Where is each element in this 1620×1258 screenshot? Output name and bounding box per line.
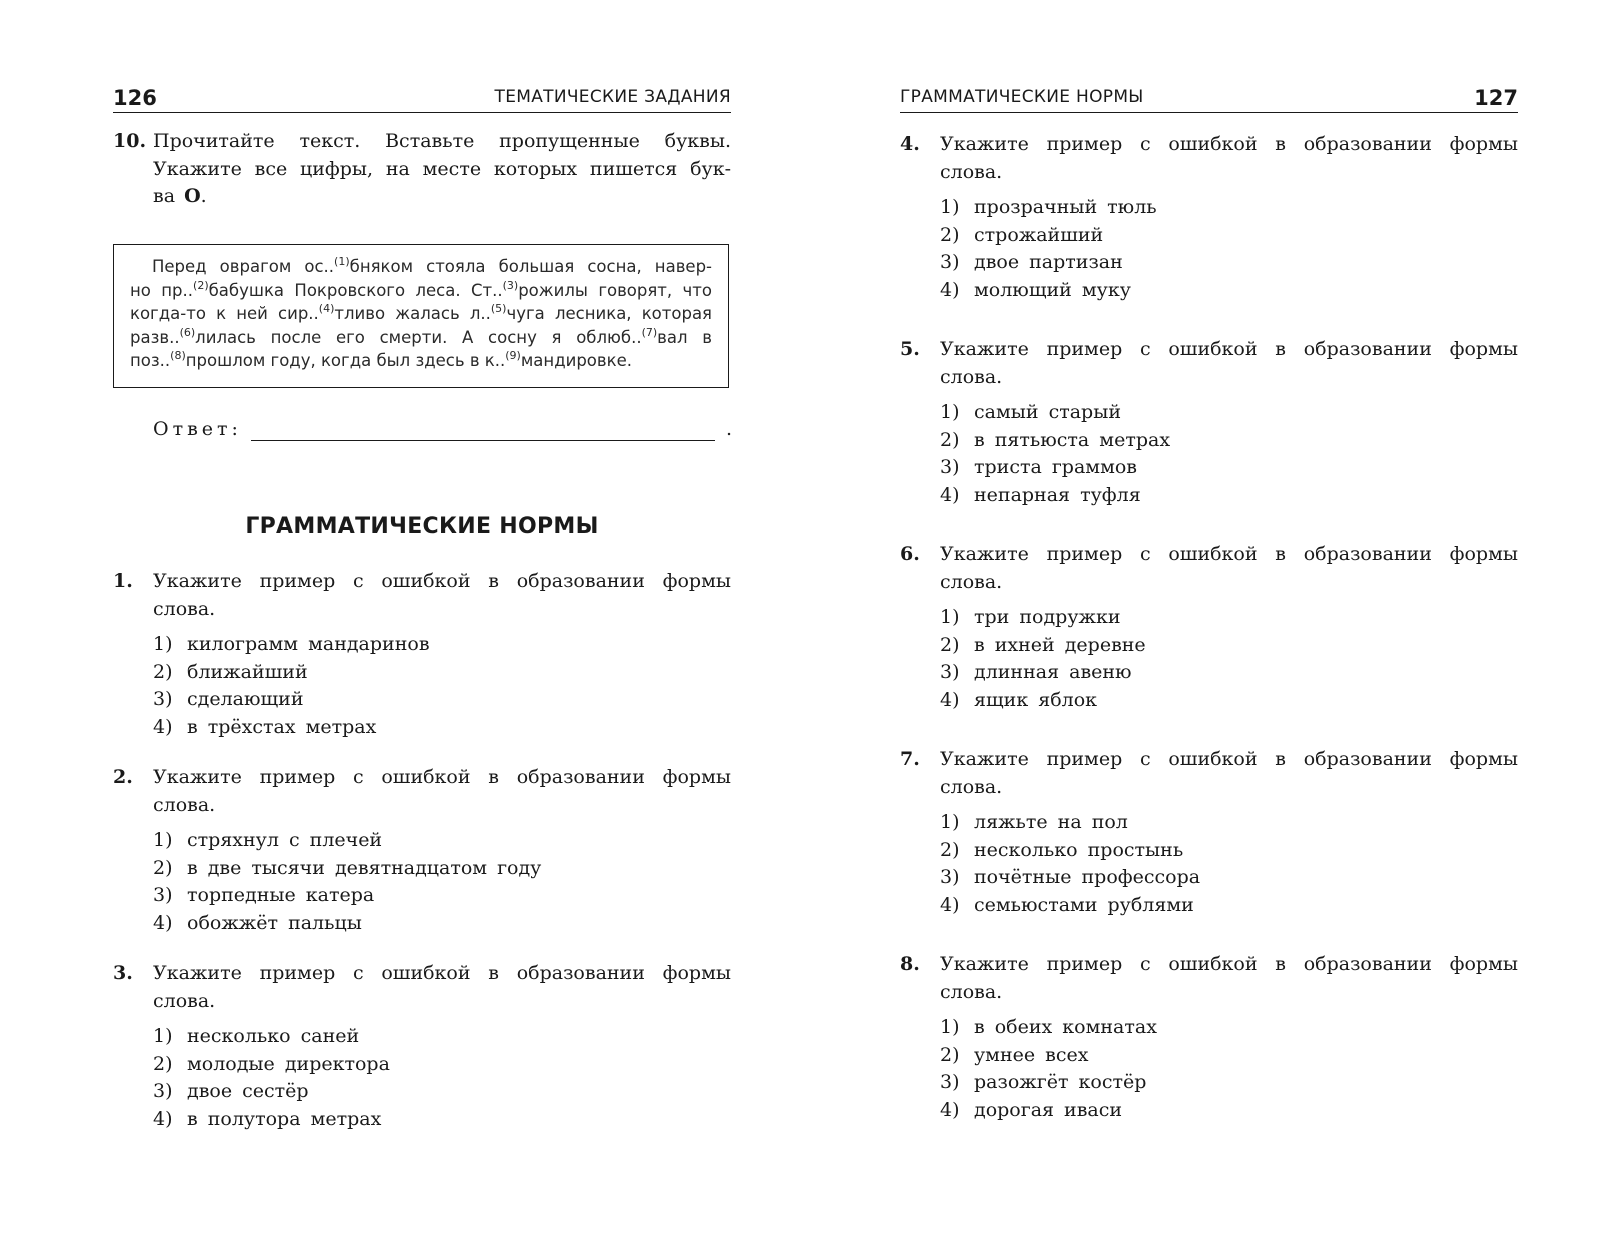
task-7 — [900, 746, 1518, 938]
question-line: слова. — [940, 570, 1003, 593]
running-head — [113, 84, 731, 113]
task-question — [153, 764, 731, 819]
answer-options — [940, 399, 1518, 509]
question-line: Укажите пример с ошибкой в образовании формы — [940, 953, 1518, 975]
option-1[interactable]: 1) килограмм мандаринов — [153, 633, 430, 655]
task-question — [940, 131, 1518, 186]
option-3[interactable]: 3) триста граммов — [940, 456, 1137, 478]
option-4[interactable]: 4) молющий муку — [940, 278, 1131, 301]
answer-options — [940, 604, 1518, 714]
option-4[interactable]: 4) непарная туфля — [940, 483, 1141, 506]
passage-line: но пр..$^{(2)}$бабушка Покровского леса. Ст..$^{(3)}$рожилы говорят, что — [130, 278, 713, 300]
section-title: ГРАММАТИЧЕСКИЕ НОРМЫ — [245, 514, 599, 539]
option-4[interactable]: 4) ящик яблок — [940, 688, 1098, 711]
instruction-line: Прочитайте текст. Вставьте пропущенные буквы. — [153, 130, 731, 152]
task-number: 10. — [113, 130, 147, 152]
passage-line: поз..$^{(8)}$прошлом году, когда был здесь в к..$^{(9)}$мандировке. — [130, 349, 632, 370]
option-3[interactable]: 3) длинная авеню — [940, 661, 1132, 683]
option-1[interactable]: 1) ляжьте на пол — [940, 811, 1128, 833]
question-line: слова. — [153, 793, 216, 816]
task-5 — [900, 336, 1518, 528]
answer-options — [153, 1023, 731, 1133]
answer-label: Ответ: — [153, 418, 242, 440]
bold-letter: О — [184, 185, 201, 207]
running-head — [900, 84, 1518, 113]
passage-line: когда-то к ней сир..$^{(4)}$тливо жалась л..$^{(5)}$чуга лесника, которая — [130, 302, 712, 323]
task-3 — [113, 960, 731, 1152]
option-1[interactable]: 1) три подружки — [940, 606, 1121, 628]
task-4 — [900, 131, 1518, 323]
option-4[interactable]: 4) дорогая иваси — [940, 1098, 1123, 1121]
answer-field[interactable] — [251, 440, 715, 441]
running-head-title: ТЕМАТИЧЕСКИЕ ЗАДАНИЯ — [494, 87, 731, 107]
question-line: Укажите пример с ошибкой в образовании формы — [153, 570, 731, 592]
answer-end-dot: . — [726, 418, 733, 440]
task-instruction — [153, 128, 731, 211]
option-3[interactable]: 3) торпедные катера — [153, 884, 375, 906]
question-line: Укажите пример с ошибкой в образовании формы — [153, 962, 731, 984]
running-head-title: ГРАММАТИЧЕСКИЕ НОРМЫ — [900, 87, 1144, 107]
answer-options — [940, 194, 1518, 304]
task-number: 1. — [113, 570, 133, 592]
option-4[interactable]: 4) в полутора метрах — [153, 1107, 382, 1130]
task-question — [153, 960, 731, 1015]
question-line: Укажите пример с ошибкой в образовании формы — [940, 543, 1518, 565]
task-number: 8. — [900, 953, 920, 975]
option-3[interactable]: 3) двое сестёр — [153, 1080, 309, 1102]
task-6 — [900, 541, 1518, 733]
task-question — [153, 568, 731, 623]
answer-row — [153, 418, 733, 448]
task-8 — [900, 951, 1518, 1143]
option-1[interactable]: 1) несколько саней — [153, 1025, 360, 1047]
task-number: 3. — [113, 962, 133, 984]
passage-line: Перед оврагом ос..$^{(1)}$бняком стояла большая сосна, навер- — [152, 255, 713, 276]
passage-line: разв..$^{(6)}$лилась после его смерти. А сосну я облюб..$^{(7)}$вал в — [130, 325, 712, 347]
option-3[interactable]: 3) разожгёт костёр — [940, 1071, 1147, 1093]
task-2 — [113, 764, 731, 956]
option-1[interactable]: 1) самый старый — [940, 401, 1122, 423]
question-line: слова. — [153, 989, 216, 1012]
question-line: Укажите пример с ошибкой в образовании формы — [153, 766, 731, 788]
task-number: 2. — [113, 766, 133, 788]
task-question — [940, 951, 1518, 1006]
answer-options — [153, 631, 731, 741]
question-line: Укажите пример с ошибкой в образовании формы — [940, 338, 1518, 360]
task-number: 6. — [900, 543, 920, 565]
question-line: слова. — [940, 775, 1003, 798]
option-2[interactable]: 2) в две тысячи девятнадцатом году — [153, 856, 542, 879]
task-number: 7. — [900, 748, 920, 770]
option-3[interactable]: 3) сделающий — [153, 688, 304, 710]
page-number: 126 — [113, 86, 157, 110]
task-question — [940, 746, 1518, 801]
option-2[interactable]: 2) строжайший — [940, 223, 1104, 246]
option-2[interactable]: 2) умнее всех — [940, 1043, 1089, 1066]
question-line: Укажите пример с ошибкой в образовании формы — [940, 133, 1518, 155]
question-line: слова. — [940, 365, 1003, 388]
question-line: Укажите пример с ошибкой в образовании формы — [940, 748, 1518, 770]
answer-options — [940, 1014, 1518, 1124]
option-4[interactable]: 4) обожжёт пальцы — [153, 911, 362, 934]
option-3[interactable]: 3) двое партизан — [940, 251, 1123, 273]
answer-options — [153, 827, 731, 937]
option-2[interactable]: 2) несколько простынь — [940, 838, 1184, 861]
option-2[interactable]: 2) молодые директора — [153, 1052, 390, 1075]
instruction-end: . — [200, 185, 207, 207]
instruction-line — [153, 183, 731, 211]
task-question — [940, 541, 1518, 596]
task-question — [940, 336, 1518, 391]
option-4[interactable]: 4) семьюстами рублями — [940, 893, 1194, 916]
instruction-text: ва — [153, 185, 185, 207]
task-1 — [113, 568, 731, 760]
question-line: слова. — [940, 980, 1003, 1003]
task-10 — [113, 128, 731, 211]
page-number: 127 — [1474, 86, 1518, 110]
option-2[interactable]: 2) ближайший — [153, 660, 308, 683]
instruction-line: Укажите все цифры, на месте которых пишется бук- — [153, 157, 731, 180]
task-number: 4. — [900, 133, 920, 155]
answer-options — [940, 809, 1518, 919]
option-3[interactable]: 3) почётные профессора — [940, 866, 1201, 888]
reading-passage-box — [113, 244, 729, 388]
option-2[interactable]: 2) в ихней деревне — [940, 633, 1146, 656]
option-1[interactable]: 1) прозрачный тюль — [940, 196, 1157, 218]
question-line: слова. — [153, 597, 216, 620]
option-2[interactable]: 2) в пятьюста метрах — [940, 428, 1171, 451]
task-number: 5. — [900, 338, 920, 360]
option-1[interactable]: 1) в обеих комнатах — [940, 1016, 1157, 1038]
option-1[interactable]: 1) стряхнул с плечей — [153, 829, 383, 851]
question-line: слова. — [940, 160, 1003, 183]
option-4[interactable]: 4) в трёхстах метрах — [153, 715, 377, 738]
